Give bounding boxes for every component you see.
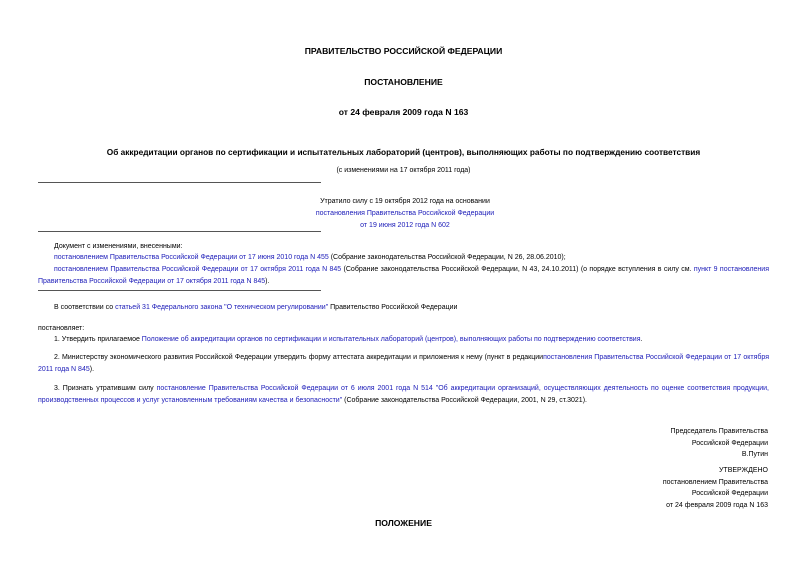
item-1: 1. Утвердить прилагаемое Положение об аккредитации органов по сертификации и испытательных лабораторий (центров), выполняющих работы по подтверждению соответствия. [54,336,643,343]
separator-line [38,290,321,291]
change-link-845[interactable]: постановлением Правительства Российской Федерации от 17 октября 2011 года N 845 [54,266,342,273]
signature-name: В.Путин [741,451,768,458]
approved-block [560,465,768,511]
signature-position: Председатель Правительства [670,428,768,435]
separator-line [38,182,321,183]
change-link-point-9[interactable]: пункт 9 постановления Правительства Российской Федерации от 17 октября 2011 года N 845 [38,266,769,285]
signature-country: Российской Федерации [691,439,768,447]
preamble: В соответствии со статьей 31 Федерального закона "О техническом регулировании" Правительство Российской Федерации [54,304,458,311]
change-item-1: постановлением Правительства Российской Федерации от 17 июня 2010 года N 455 (Собрание законодательства Российской Федерации, N 26, 28.06.2010); [54,254,566,261]
document-type-heading: ПОСТАНОВЛЕНИЕ [364,77,443,87]
item-2-amendment-link[interactable]: постановления Правительства Российской Федерации от 17 октября 2011 года N 845 [38,354,769,373]
expired-link-decree[interactable]: постановления Правительства Российской Федерации [315,210,495,217]
separator-line [38,231,321,232]
changes-intro: Документ с изменениями, внесенными: [54,243,183,250]
government-heading: ПРАВИТЕЛЬСТВО РОССИЙСКОЙ ФЕДЕРАЦИИ [304,46,503,56]
item-3: 3. Признать утратившим силу постановление Правительства Российской Федерации от 6 июля 2001 года N 514 "Об аккредитации организаций, осуществляющих деятельность по оценке соответствия продукции, производственных процессов и услуг установленным требованиям качества и безопасности" (Собрание законодательства Российской Федерации, 2001, N 29, ст.3021). [38,385,769,404]
expired-notice [300,196,510,232]
approved-country: Российской Федерации [691,490,768,497]
approved-title: УТВЕРЖДЕНО [718,467,768,474]
change-item-2: постановлением Правительства Российской Федерации от 17 октября 2011 года N 845 (Собрание законодательства Российской Федерации, N 43, 24.10.2011) (о порядке вступления в силу см. пункт 9 постановления Правительства Российской Федерации от 17 октября 2011 года N 845). [38,266,769,285]
decrees-word: постановляет: [38,325,85,332]
amendment-note: (с изменениями на 17 октября 2011 года) [336,167,471,174]
approved-date: от 24 февраля 2009 года N 163 [666,501,768,509]
decree-514-link[interactable]: постановление Правительства Российской Федерации от 6 июля 2001 года N 514 "Об аккредитации организаций, осуществляющих деятельность по оценке соответствия продукции, производственных процессов и услуг установленным требованиям качества и безопасности" [38,385,769,404]
expired-line: Утратило силу с 19 октября 2012 года на основании [320,198,490,205]
document-title: Об аккредитации органов по сертификации и испытательных лабораторий (центров), выполняющих работы по подтверждению соответствия [106,147,701,157]
regulation-heading: ПОЛОЖЕНИЕ [375,518,432,528]
item-2: 2. Министерству экономического развития Российской Федерации утвердить форму аттестата аккредитации и приложения к нему (пункт в редакциипостановления Правительства Российской Федерации от 17 октября 2011 года N 845). [38,354,769,373]
change-link-455[interactable]: постановлением Правительства Российской Федерации от 17 июня 2010 года N 455 [54,254,329,261]
approved-by: постановлением Правительства [662,478,768,486]
document-date-number: от 24 февраля 2009 года N 163 [338,107,469,117]
signature-block [560,426,768,461]
law-article-31-link[interactable]: статьей 31 Федерального закона "О техническом регулировании" [115,304,329,311]
regulation-link[interactable]: Положение об аккредитации органов по сертификации и испытательных лабораторий (центров), выполняющих работы по подтверждению соответствия [141,336,641,343]
expired-link-date[interactable]: от 19 июня 2012 года N 602 [360,222,450,229]
